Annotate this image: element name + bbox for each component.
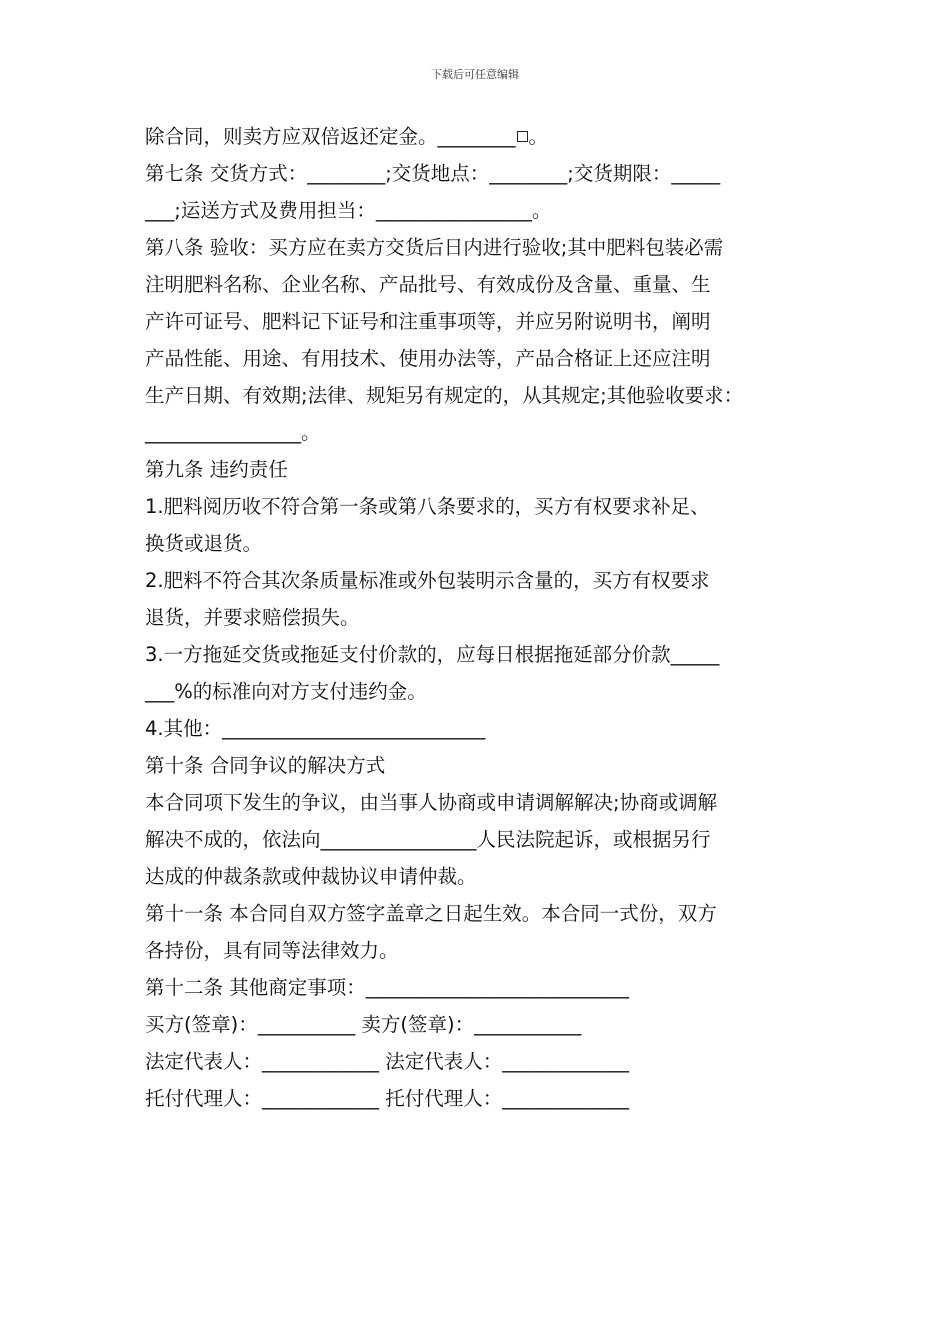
text-line-suffix: 。 bbox=[528, 125, 549, 148]
text-line bbox=[145, 118, 825, 155]
text-line: 1.肥料阅历收不符合第一条或第八条要求的，买方有权要求补足、 bbox=[145, 495, 710, 518]
text-line: 生产日期、有效期;法律、规矩另有规定的，从其规定;其他验收要求： bbox=[145, 384, 744, 407]
text-line: 4.其他：___________________________ bbox=[145, 717, 486, 740]
text-line: 3.一方拖延交货或拖延支付价款的，应每日根据拖延部分价款_____ bbox=[145, 643, 720, 666]
text-line: ___;运送方式及费用担当：________________。 bbox=[145, 199, 552, 222]
text-line: 各持份，具有同等法律效力。 bbox=[145, 939, 399, 962]
signature-line: 托付代理人：____________ 托付代理人：_____________ bbox=[145, 1087, 629, 1110]
text-line: 第十一条 本合同自双方签字盖章之日起生效。本合同一式份，双方 bbox=[145, 902, 717, 925]
text-line: 本合同项下发生的争议，由当事人协商或申请调解解决;协商或调解 bbox=[145, 791, 718, 814]
section-heading: 第十条 合同争议的解决方式 bbox=[145, 754, 386, 777]
section-heading: 第九条 违约责任 bbox=[145, 458, 288, 481]
contract-body bbox=[145, 118, 825, 1117]
text-line: ___%的标准向对方支付违约金。 bbox=[145, 680, 427, 703]
text-line: 第七条 交货方式：________;交货地点：________;交货期限：_____ bbox=[145, 162, 721, 185]
text-line: ________________。 bbox=[145, 421, 321, 444]
text-line: 达成的仲裁条款或仲裁协议申请仲裁。 bbox=[145, 865, 477, 888]
text-line: 解决不成的，依法向________________人民法院起诉，或根据另行 bbox=[145, 828, 711, 851]
signature-line: 法定代表人：____________ 法定代表人：_____________ bbox=[145, 1050, 629, 1073]
text-line: 第十二条 其他商定事项：___________________________ bbox=[145, 976, 629, 999]
text-line: 换货或退货。 bbox=[145, 532, 263, 555]
text-line-content: 除合同，则卖方应双倍返还定金。________ bbox=[145, 125, 516, 148]
text-line: 2.肥料不符合其次条质量标准或外包装明示含量的，买方有权要求 bbox=[145, 569, 710, 592]
page-header: 下载后可任意编辑 bbox=[431, 68, 519, 81]
signature-line: 买方(签章)：__________ 卖方(签章)：___________ bbox=[145, 1013, 582, 1036]
checkbox-icon bbox=[517, 131, 528, 142]
text-line: 注明肥料名称、企业名称、产品批号、有效成份及含量、重量、生 bbox=[145, 273, 711, 296]
text-line: 产品性能、用途、有用技术、使用办法等，产品合格证上还应注明 bbox=[145, 347, 711, 370]
text-line: 第八条 验收：买方应在卖方交货后日内进行验收;其中肥料包装必需 bbox=[145, 236, 724, 259]
text-line: 退货，并要求赔偿损失。 bbox=[145, 606, 360, 629]
text-line: 产许可证号、肥料记下证号和注重事项等，并应另附说明书，阐明 bbox=[145, 310, 711, 333]
